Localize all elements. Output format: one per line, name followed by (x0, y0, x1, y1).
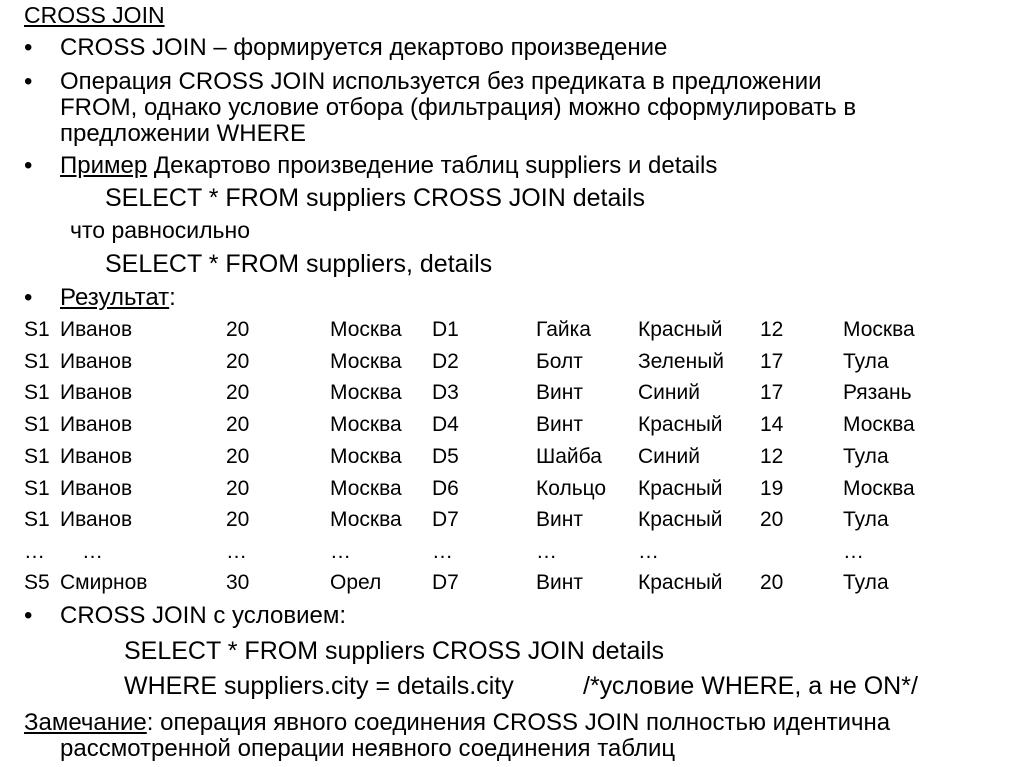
cell-detail-color: Красный (638, 477, 723, 500)
cell-detail-color: Красный (638, 508, 723, 531)
bullet-marker: • (24, 284, 33, 311)
cell-detail-weight: 20 (760, 508, 784, 531)
cell-detail-weight: 14 (760, 413, 784, 436)
cell-detail-id: D3 (432, 381, 459, 404)
cell-supplier-city: Москва (330, 413, 402, 436)
sql-cross-join: SELECT * FROM suppliers CROSS JOIN details (105, 184, 645, 212)
bullet-cross-join-condition: CROSS JOIN с условием: (60, 602, 347, 629)
note-text-1: операция явного соединения CROSS JOIN полностью идентична (153, 709, 891, 736)
bullet-result (60, 286, 176, 310)
cell-detail-id: … (432, 540, 453, 563)
cell-detail-name: Гайка (536, 318, 591, 341)
cell-supplier-city: Москва (330, 381, 402, 404)
cell-detail-id: D5 (432, 445, 459, 468)
cell-detail-city: Москва (843, 477, 915, 500)
cell-supplier-name: Иванов (60, 381, 133, 404)
note-line-2: рассмотренной операции неявного соединения таблиц (60, 735, 676, 762)
cell-detail-city: Рязань (843, 381, 912, 404)
cell-detail-city: Москва (843, 413, 915, 436)
cell-supplier-id: S1 (24, 413, 50, 436)
cell-detail-name: Винт (536, 381, 583, 404)
cell-supplier-city: Москва (330, 350, 402, 373)
cell-detail-city: Тула (843, 508, 889, 531)
cell-detail-color: … (638, 540, 659, 563)
sql-cross-join-where-2 (124, 674, 514, 699)
cell-detail-city: Тула (843, 445, 889, 468)
cell-supplier-id: S1 (24, 318, 50, 341)
sql-cross-join-where-1: SELECT * FROM suppliers CROSS JOIN details (124, 637, 664, 665)
cell-supplier-id: S1 (24, 477, 50, 500)
cell-detail-name: Болт (536, 350, 583, 373)
cell-supplier-status: … (226, 540, 247, 563)
cell-supplier-city: … (330, 540, 351, 563)
cell-supplier-name: Иванов (60, 318, 133, 341)
bullet-marker: • (24, 602, 33, 629)
cell-detail-city: Москва (843, 318, 915, 341)
cell-supplier-city: Москва (330, 477, 402, 500)
cell-supplier-status: 20 (226, 381, 250, 404)
sql-where-clause: WHERE suppliers.city = details.city (124, 672, 514, 700)
cell-detail-name: Винт (536, 571, 583, 594)
cell-supplier-id: S5 (24, 571, 50, 594)
cell-supplier-id: S1 (24, 445, 50, 468)
cell-detail-name: … (536, 540, 557, 563)
cell-detail-name: Винт (536, 508, 583, 531)
cell-detail-name: Шайба (536, 445, 602, 468)
cell-detail-id: D4 (432, 413, 459, 436)
cell-detail-color: Зеленый (638, 350, 725, 373)
cell-detail-color: Синий (638, 381, 700, 404)
cell-detail-id: D1 (432, 318, 459, 341)
note-line-1 (24, 711, 890, 735)
cell-supplier-name: Иванов (60, 350, 133, 373)
bullet-operation-line-1: Операция CROSS JOIN используется без предиката в предложении (60, 68, 822, 95)
cell-supplier-city: Москва (330, 508, 402, 531)
cell-detail-id: D7 (432, 571, 459, 594)
equivalent-label: что равносильно (70, 217, 250, 243)
bullet-cross-join-definition: CROSS JOIN – формируется декартово произведение (60, 34, 668, 61)
cell-detail-name: Винт (536, 413, 583, 436)
sql-comment: /*условие WHERE, а не ON*/ (583, 672, 918, 700)
cell-detail-color: Красный (638, 413, 723, 436)
bullet-operation-line-3: предложении WHERE (60, 120, 306, 147)
cell-supplier-name: Иванов (60, 477, 133, 500)
result-colon: : (169, 284, 176, 311)
cell-detail-weight: 12 (760, 445, 784, 468)
cell-supplier-name: Иванов (60, 508, 133, 531)
cell-detail-city: Тула (843, 350, 889, 373)
bullet-marker: • (24, 152, 33, 179)
cell-detail-weight: 20 (760, 571, 784, 594)
cell-supplier-status: 20 (226, 445, 250, 468)
cell-supplier-status: 20 (226, 508, 250, 531)
cell-supplier-status: 20 (226, 477, 250, 500)
cell-detail-city: Тула (843, 571, 889, 594)
cell-supplier-id: S1 (24, 508, 50, 531)
cell-detail-id: D7 (432, 508, 459, 531)
bullet-example (60, 154, 717, 178)
cell-supplier-id: … (24, 540, 45, 563)
cell-detail-color: Красный (638, 318, 723, 341)
result-label: Результат (60, 284, 170, 311)
cell-supplier-status: 20 (226, 350, 250, 373)
bullet-operation-line-2: FROM, однако условие отбора (фильтрация) можно сформулировать в (60, 94, 857, 121)
cell-detail-weight: 12 (760, 318, 784, 341)
cell-detail-id: D2 (432, 350, 459, 373)
sql-implicit-join: SELECT * FROM suppliers, details (105, 250, 493, 278)
cell-supplier-name: Смирнов (60, 571, 148, 594)
cell-supplier-id: S1 (24, 381, 50, 404)
cell-supplier-status: 20 (226, 318, 250, 341)
cell-supplier-status: 20 (226, 413, 250, 436)
cell-supplier-name: Иванов (60, 413, 133, 436)
cell-supplier-city: Москва (330, 445, 402, 468)
slide-title: CROSS JOIN (24, 2, 165, 28)
cell-detail-name: Кольцо (536, 477, 607, 500)
note-label: Замечание (24, 709, 147, 736)
example-text: Декартово произведение таблиц suppliers и details (147, 152, 718, 179)
cell-detail-color: Красный (638, 571, 723, 594)
cell-detail-weight: 17 (760, 350, 784, 373)
cell-supplier-name: Иванов (60, 445, 133, 468)
cell-supplier-status: 30 (226, 571, 250, 594)
note-colon: : (146, 709, 154, 736)
cell-supplier-city: Москва (330, 318, 402, 341)
slide-heading (24, 4, 165, 27)
cell-supplier-city: Орел (330, 571, 382, 594)
cell-detail-weight: 17 (760, 381, 784, 404)
cell-detail-weight: 19 (760, 477, 784, 500)
cell-supplier-name: … (82, 540, 103, 563)
example-label: Пример (60, 152, 148, 179)
cell-supplier-id: S1 (24, 350, 50, 373)
cell-detail-color: Синий (638, 445, 700, 468)
cell-detail-city: … (843, 540, 864, 563)
bullet-marker: • (24, 34, 33, 61)
bullet-marker: • (24, 68, 33, 95)
cell-detail-id: D6 (432, 477, 459, 500)
